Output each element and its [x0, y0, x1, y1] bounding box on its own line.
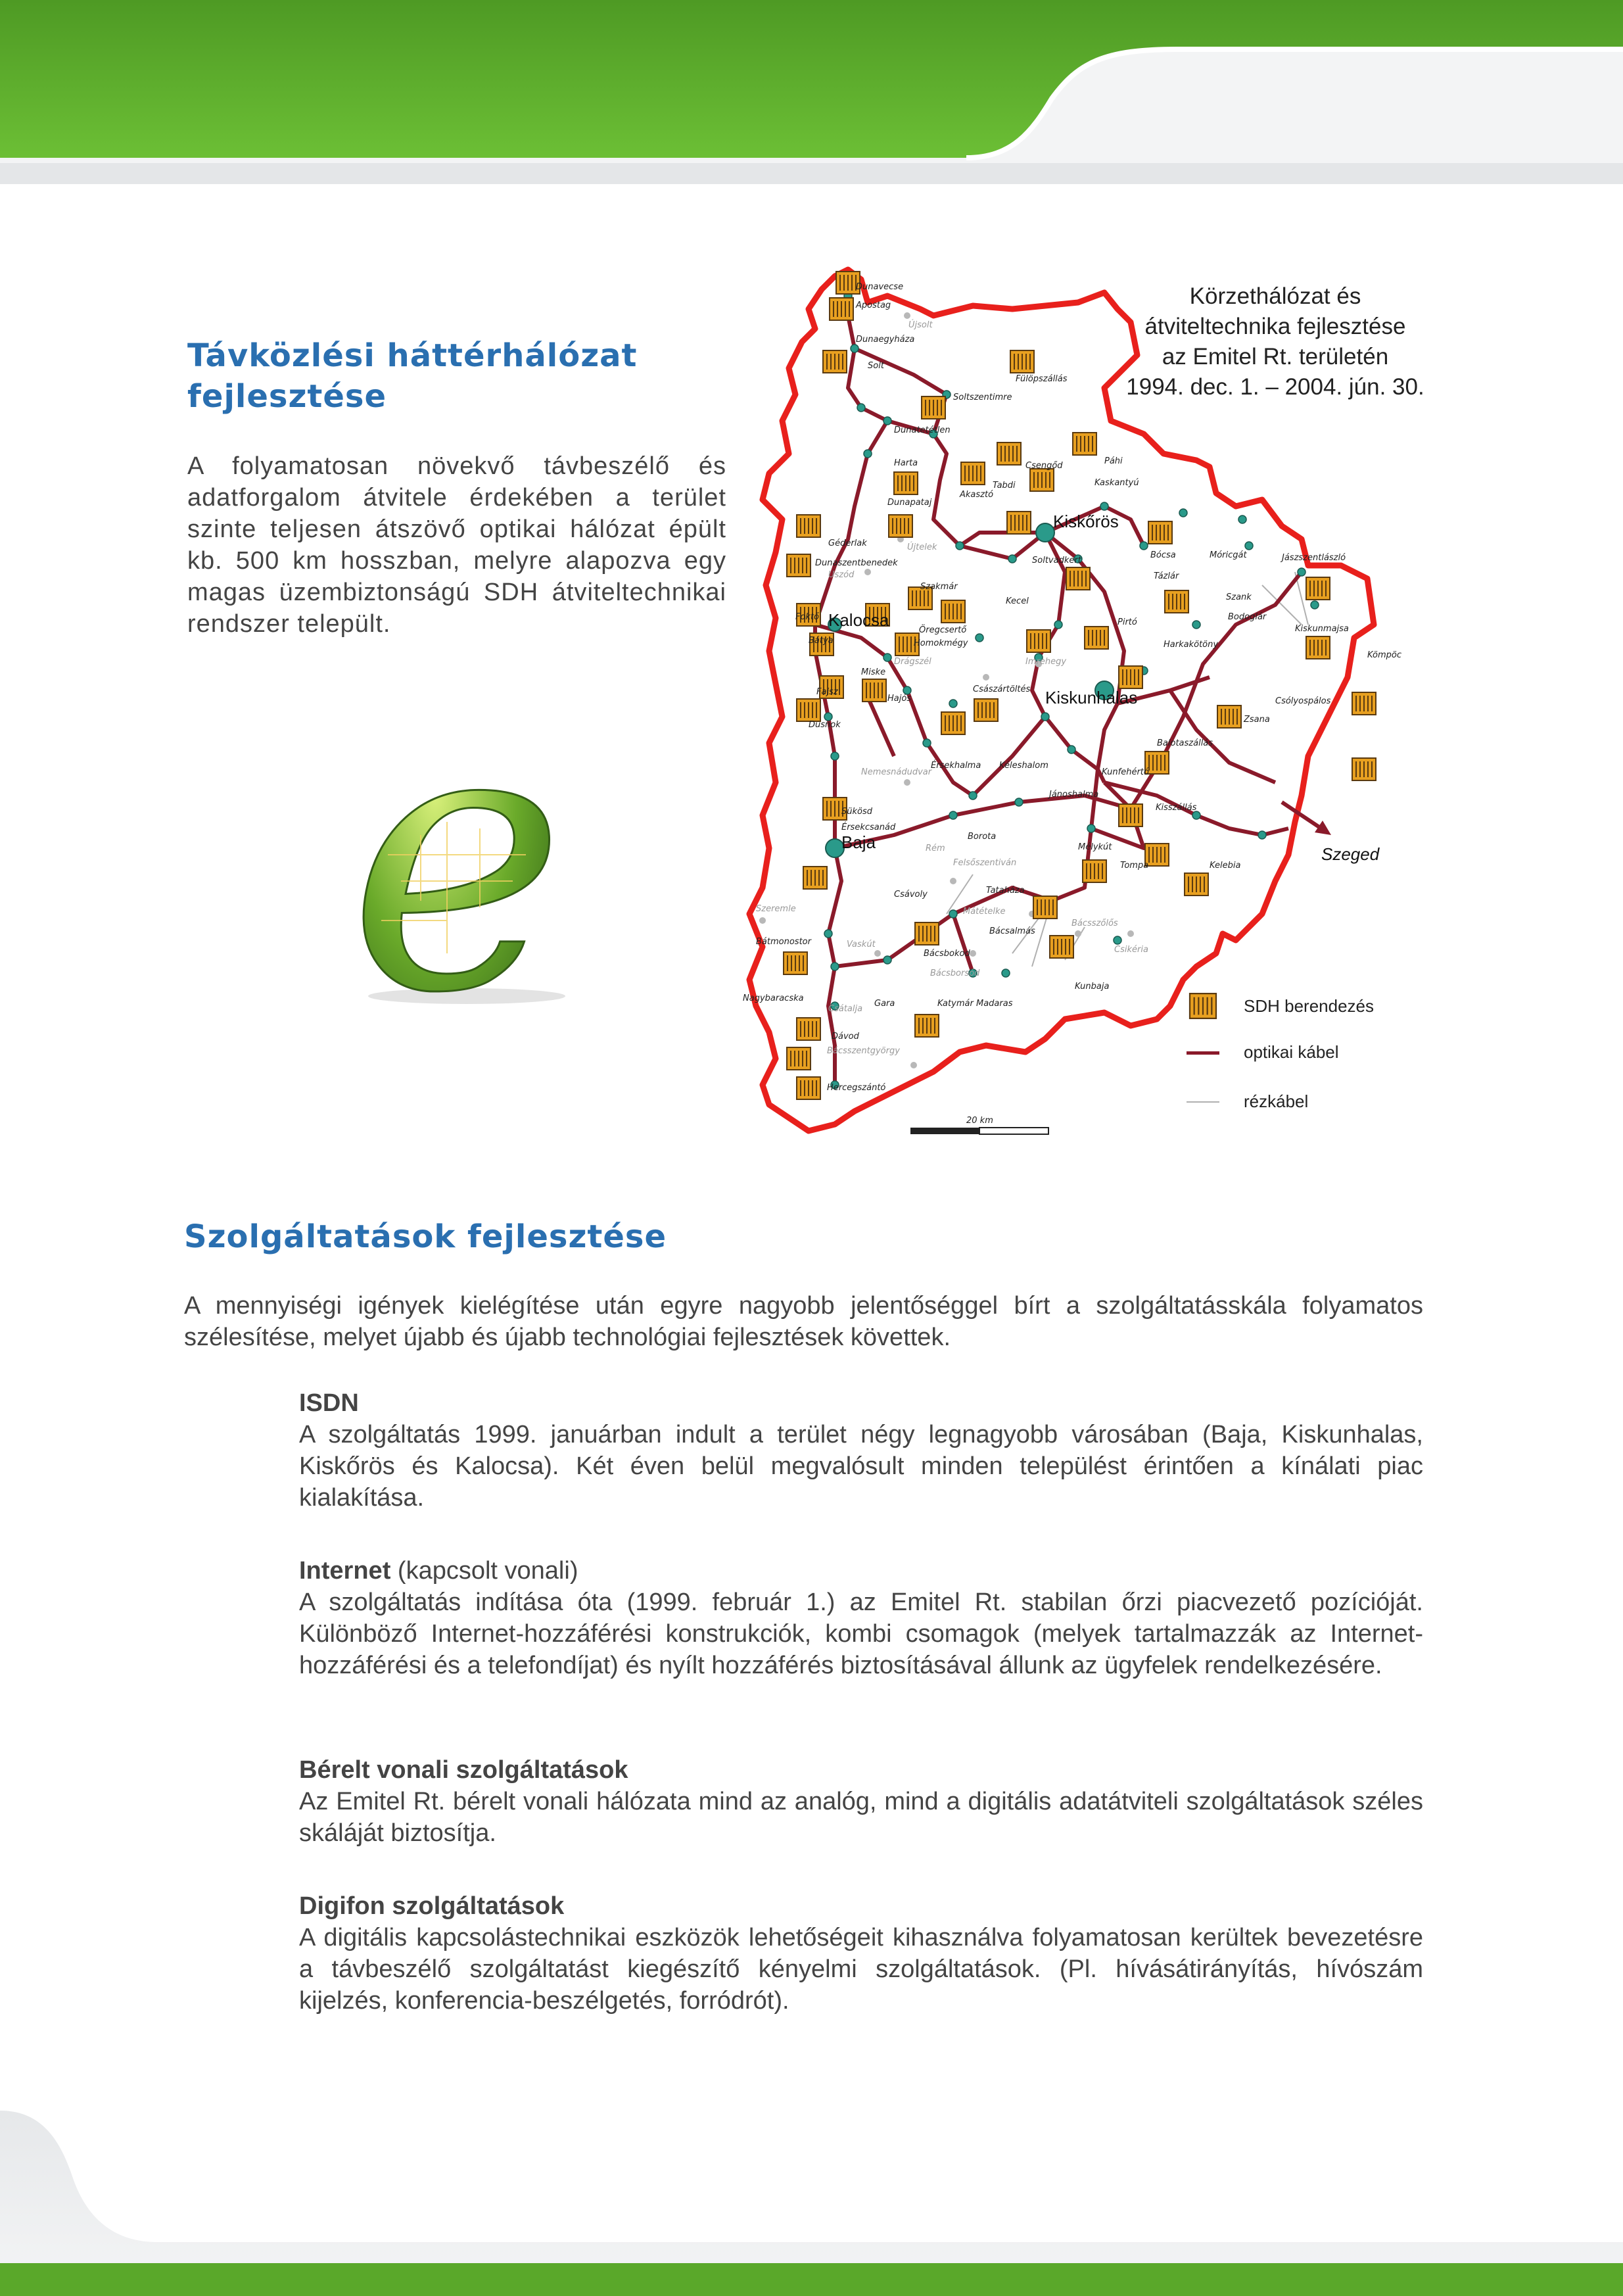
map-place-label: Hercegszántó	[827, 1083, 886, 1093]
map-place-label: Tázlár	[1154, 571, 1179, 581]
map-label-baja: Baja	[841, 832, 876, 852]
map-place-label: Sükösd	[841, 807, 872, 817]
map-place-label: Hajós	[887, 694, 912, 704]
service-digifon	[299, 1890, 1423, 2017]
map-place-label: Csátalja	[828, 1004, 863, 1014]
map-place-label: Madaras	[976, 999, 1013, 1009]
map-place-label: Szank	[1226, 592, 1252, 602]
e-letter-circuit-logo	[329, 736, 592, 1013]
map-place-label: Foktő	[795, 612, 820, 622]
map-place-label: Csengőd	[1025, 461, 1063, 471]
legend-optical-label: optikai kábel	[1244, 1042, 1339, 1062]
map-place-label: Bácsszőlős	[1071, 919, 1118, 928]
map-place-label: Pirtó	[1117, 617, 1137, 627]
service-internet	[299, 1555, 1423, 1681]
service-leased-line	[299, 1754, 1423, 1849]
service-title: Bérelt vonali szolgáltatások	[299, 1756, 628, 1784]
map-place-label: Bácsalmás	[989, 926, 1035, 936]
bottom-green-band	[0, 2097, 1623, 2296]
map-place-label: Kisszállás	[1156, 803, 1197, 813]
map-label-kiskunhalas: Kiskunhalas	[1045, 688, 1138, 707]
map-place-label: Borota	[968, 832, 997, 842]
map-place-label: Bácsbokod	[924, 949, 970, 959]
service-text: Az Emitel Rt. bérelt vonali hálózata mind az analóg, mind a digitális adatátviteli szolgáltatások széles skáláját biztosítja.	[299, 1788, 1423, 1847]
map-place-label: Bácsborsód	[930, 969, 980, 978]
map-place-label: Öregcsertő	[919, 625, 967, 635]
map-place-label: Bodoglár	[1228, 612, 1267, 622]
copper-cable-line-icon	[1183, 1099, 1223, 1105]
map-place-label: Móricgát	[1210, 550, 1247, 560]
map-place-label: Nemesnádudvar	[861, 767, 932, 777]
map-place-label: Kaskantyú	[1094, 478, 1139, 488]
legend-copper-label: rézkábel	[1244, 1091, 1309, 1111]
map-place-label: Újsolt	[908, 320, 933, 330]
service-text: A szolgáltatás 1999. januárban indult a terület négy legnagyobb városában (Baja, Kiskunhalas, Kiskőrös és Kalocsa). Két éven belül megvalósult minden települést érintően a kínálati piac kialakítása.	[299, 1421, 1423, 1512]
map-title-line: az Emitel Rt. területén	[1162, 344, 1389, 370]
map-label-szeged: Szeged	[1321, 844, 1380, 864]
scale-label: 20 km	[966, 1116, 993, 1126]
map-place-label: Császártöltés	[973, 684, 1031, 694]
section-title-network: Távközlési háttérhálózat fejlesztése	[187, 337, 638, 415]
map-place-label: Kéleshalom	[999, 761, 1048, 771]
map-place-label: Solt	[868, 361, 884, 371]
map-title	[1085, 281, 1466, 402]
service-text: A szolgáltatás indítása óta (1999. február 1.) az Emitel Rt. stabilan őrzi piacvezető pozícióját. Különböző Internet-hozzáférési konstrukciók, kombi csomagok (melyek tartalmazzák az Internet-hozzáférési és a telefondíjat) és nyílt hozzáférés biztosításával állunk az ügyfelek rendelkezésére.	[299, 1589, 1423, 1679]
service-subtitle: (kapcsolt vonali)	[390, 1557, 578, 1585]
service-title: Digifon szolgáltatások	[299, 1892, 565, 1920]
map-place-label: Kiskunmajsa	[1295, 624, 1349, 634]
map-place-label: Kunbaja	[1075, 982, 1110, 992]
legend-sdh-label: SDH berendezés	[1244, 995, 1374, 1016]
map-place-label: Soltvadkert	[1032, 556, 1081, 565]
map-place-label: Miske	[861, 667, 886, 677]
map-place-label: Balotaszállás	[1157, 738, 1213, 748]
service-text: A digitális kapcsolástechnikai eszközök lehetőségeit kihasználva folyamatosan kerültek bevezetésre a távbeszélő szolgáltatást kiegészítő kényelmi szolgáltatások. (Pl. hívásátirányítás, hívószám kijelzés, konferencia-beszélgetés, forródrót).	[299, 1924, 1423, 2015]
scale-bar	[910, 1116, 1048, 1134]
section-intro-network: A folyamatosan növekvő távbeszélő és adatforgalom átvitele érdekében a terület szinte teljesen átszövő optikai hálózat épült kb. 500 km hosszban, melyre alapozva egy magas üzembiztonságú SDH átviteltechnikai rendszer települt.	[187, 452, 726, 638]
svg-text:e: e	[348, 736, 566, 1013]
map-place-label: Csikéria	[1114, 945, 1148, 955]
map-place-label: Fajsz	[816, 687, 838, 697]
map-place-label: Fülöpszállás	[1016, 374, 1068, 384]
map-place-label: Dávod	[832, 1032, 859, 1041]
map-place-label: Uszód	[828, 570, 855, 580]
map-place-label: Dunaegyháza	[856, 335, 915, 345]
map-place-label: Vaskút	[847, 940, 876, 949]
service-title: ISDN	[299, 1389, 359, 1417]
map-label-kiskoros: Kiskőrös	[1053, 512, 1119, 531]
service-title-wrap	[299, 1555, 1423, 1587]
map-place-label: Tompa	[1120, 861, 1149, 871]
map-place-label: Apostag	[856, 300, 891, 310]
map-place-label: Kecel	[1006, 596, 1029, 606]
sdh-equipment-icon	[1183, 993, 1223, 1019]
map-place-label: Dunavecse	[856, 282, 904, 292]
optical-cable-line-icon	[1183, 1049, 1223, 1056]
map-place-label: Mélykút	[1078, 842, 1112, 852]
map-place-label: Bócsa	[1150, 550, 1176, 560]
map-place-label: Jászszentlászló	[1282, 553, 1346, 563]
map-place-label: Kömpöc	[1367, 650, 1402, 660]
service-isdn	[299, 1387, 1423, 1514]
map-title-line: Körzethálózat és	[1189, 283, 1361, 309]
map-place-label: Géderlak	[828, 538, 867, 548]
map-place-label: Szakmár	[920, 582, 958, 592]
service-title: Internet	[299, 1557, 391, 1585]
map-place-label: Harkakötöny	[1164, 640, 1219, 650]
map-place-label: Harta	[894, 458, 918, 468]
map-place-label: Zsana	[1244, 715, 1270, 725]
legend-copper	[1183, 1091, 1308, 1112]
map-place-label: Bátmonostor	[756, 937, 811, 947]
legend-sdh	[1183, 993, 1374, 1019]
map-place-label: Gara	[874, 999, 895, 1009]
map-place-label: Dunaszentbenedek	[815, 558, 898, 568]
map-place-label: Kunfehértó	[1102, 767, 1149, 777]
map-place-label: Újtelek	[907, 542, 937, 552]
map-place-label: Tataháza	[986, 886, 1025, 896]
map-title-line: átviteltechnika fejlesztése	[1144, 314, 1406, 339]
map-place-label: Szeremle	[756, 904, 796, 914]
map-title-line: 1994. dec. 1. – 2004. jún. 30.	[1126, 374, 1424, 400]
top-green-band	[0, 0, 1623, 184]
map-place-label: Nagybaracska	[743, 993, 804, 1003]
map-place-label: Dunapataj	[887, 498, 932, 508]
map-label-kalocsa: Kalocsa	[828, 610, 889, 630]
map-place-label: Drágszél	[894, 657, 931, 667]
map-place-label: Felsőszentiván	[953, 858, 1017, 868]
map-place-label: Tabdi	[993, 481, 1016, 490]
map-place-label: Akasztó	[960, 490, 994, 500]
map-place-label: Érsekhalma	[931, 761, 981, 771]
map-place-label: Rém	[926, 844, 945, 853]
map-place-label: Dunatetétlen	[894, 425, 951, 435]
map-place-label: Csólyospálos	[1275, 696, 1331, 706]
map-place-label: Bácsszentgyörgy	[827, 1046, 900, 1056]
map-place-label: Mátételke	[963, 907, 1006, 917]
map-place-label: Imrehegy	[1025, 657, 1067, 667]
map-place-label: Katymár	[937, 999, 974, 1009]
map-place-label: Bátya	[809, 636, 834, 646]
section-intro-services: A mennyiségi igények kielégítése után egyre nagyobb jelentőséggel bírt a szolgáltatásskála folyamatos szélesítése, melyet újabb és újabb technológiai fejlesztések követtek.	[184, 1292, 1423, 1351]
map-place-label: Érsekcsanád	[841, 823, 896, 832]
map-place-label: Homokmégy	[914, 638, 968, 648]
legend-optical	[1183, 1042, 1339, 1063]
map-place-label: Páhi	[1104, 456, 1123, 466]
map-place-label: Jánoshalma	[1049, 790, 1099, 800]
map-place-label: Csávoly	[894, 890, 928, 899]
section-title-services: Szolgáltatások fejlesztése	[184, 1218, 667, 1255]
map-place-label: Soltszentimre	[953, 393, 1012, 402]
map-place-label: Kelebia	[1210, 861, 1241, 871]
map-place-label: Dusnok	[809, 720, 841, 730]
